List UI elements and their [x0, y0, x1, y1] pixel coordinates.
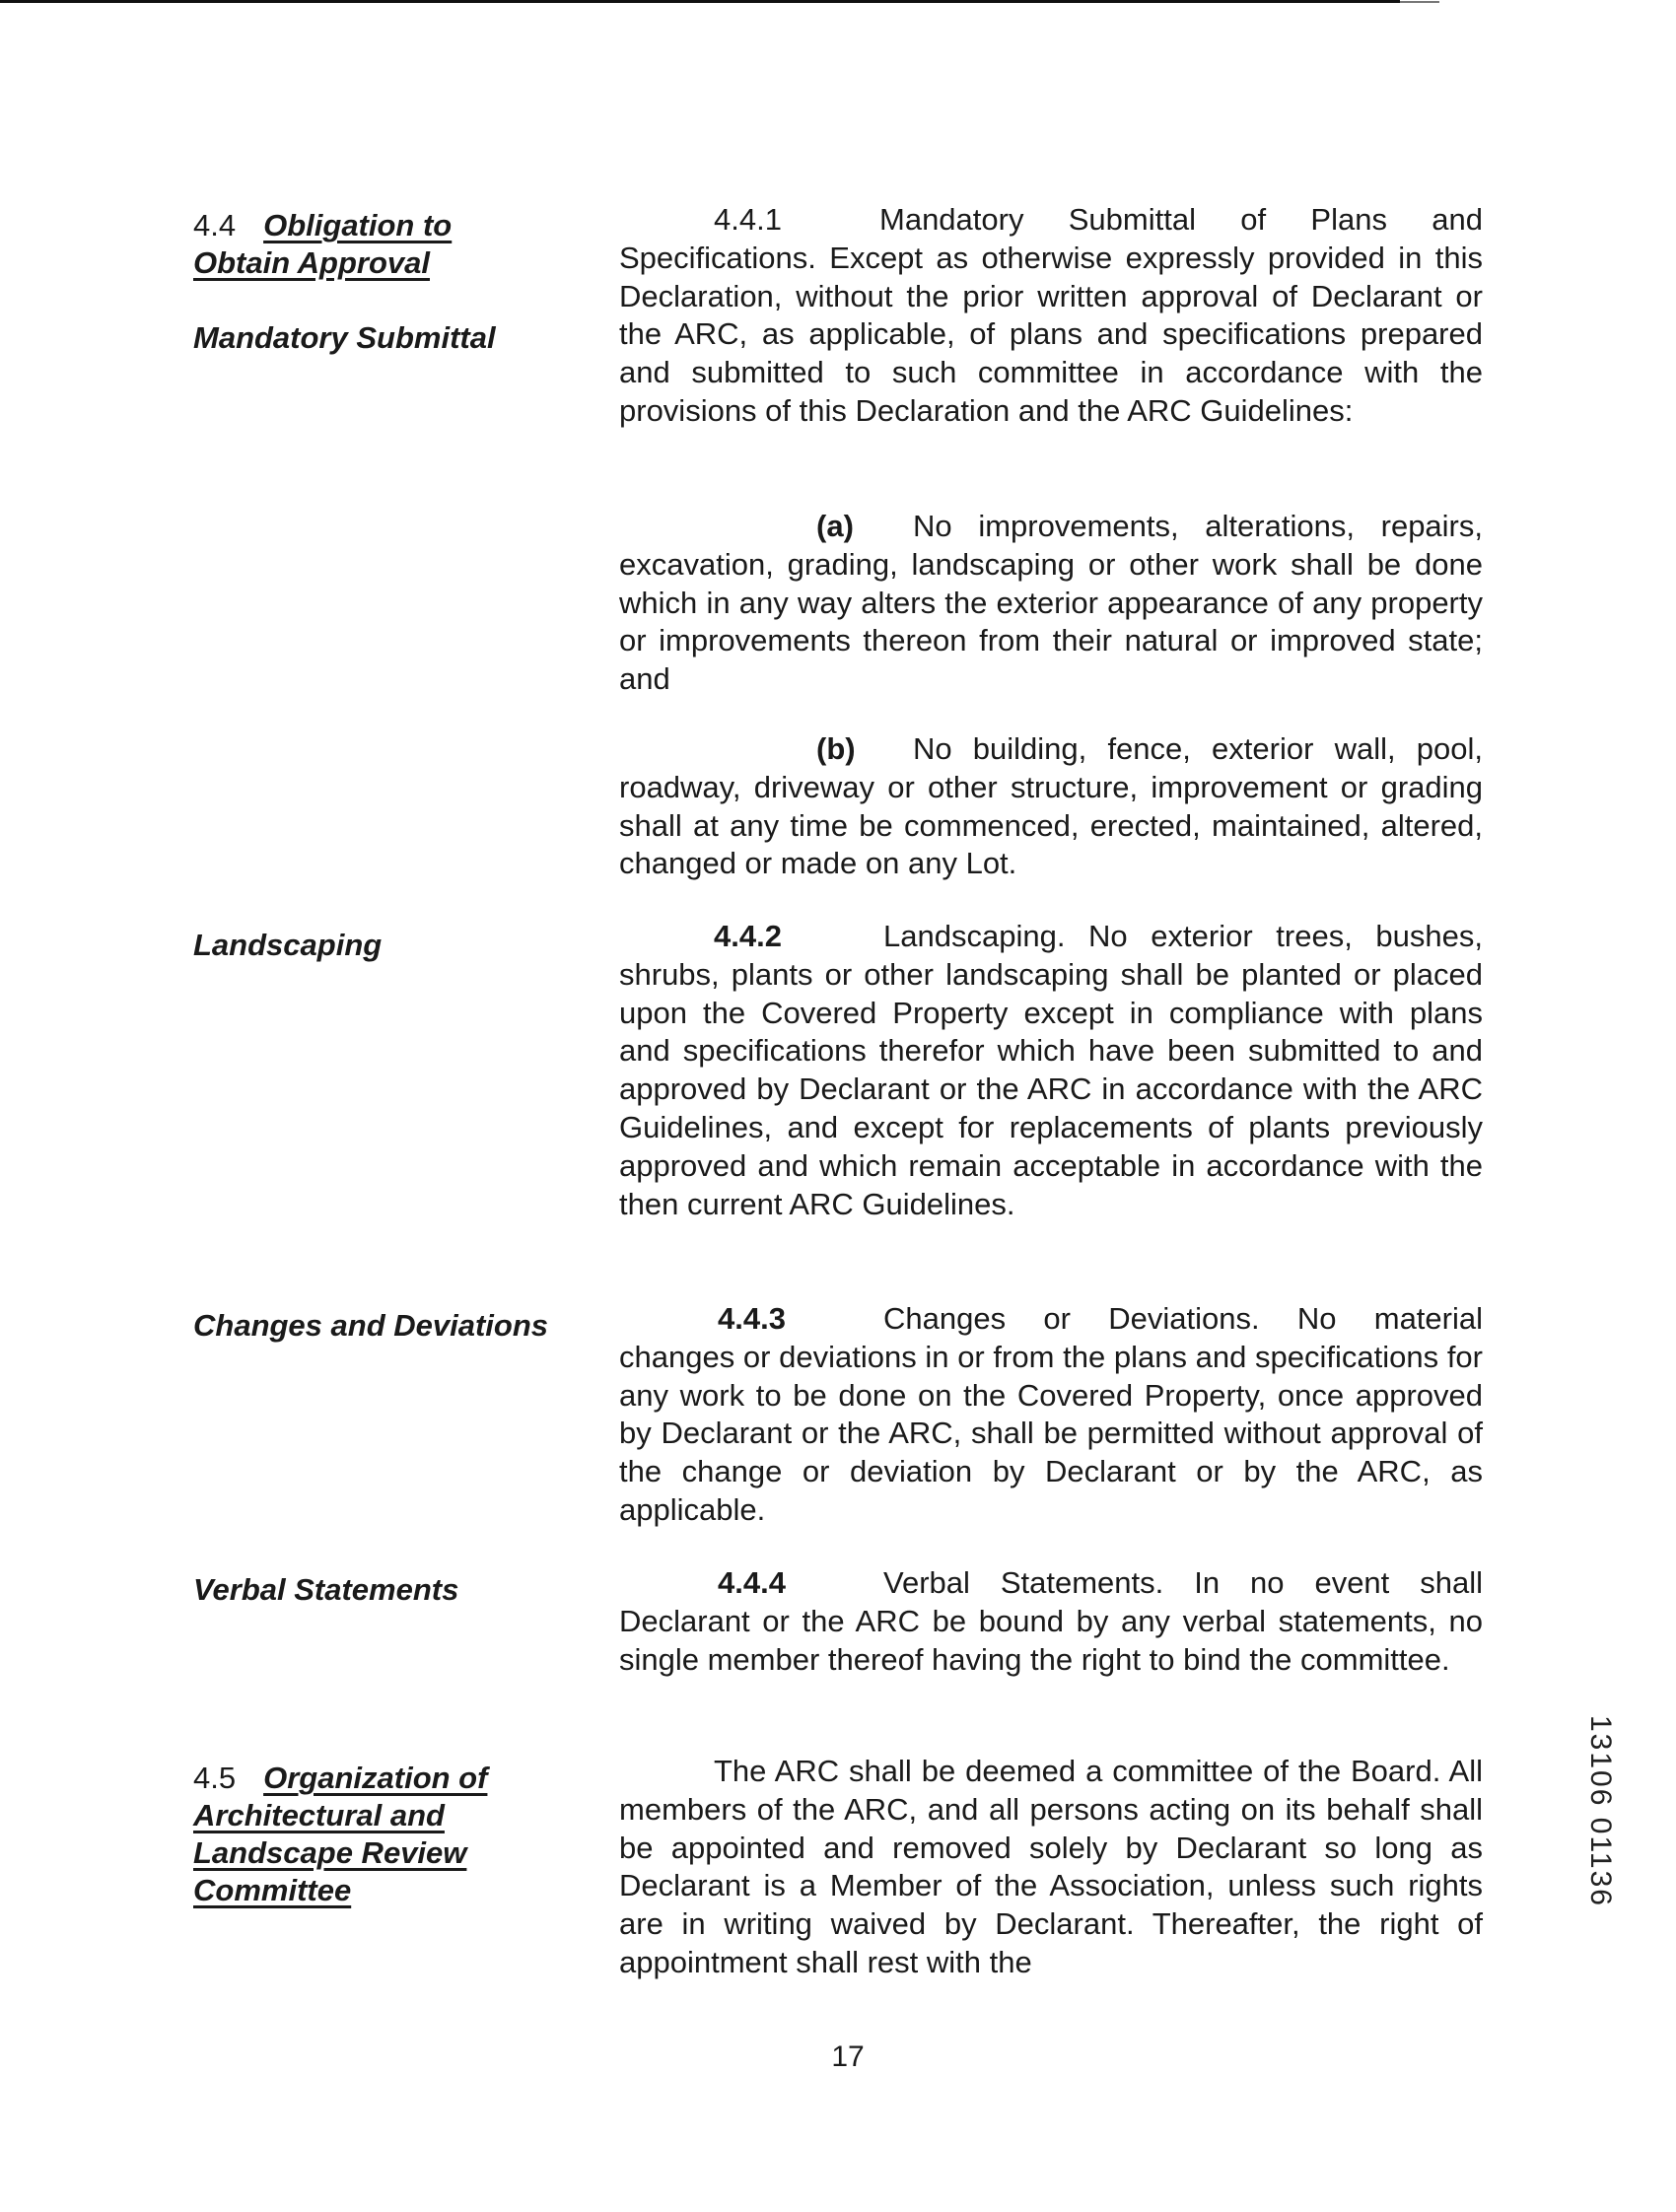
- paragraph-4-4-1-text: Mandatory Submittal of Plans and Specifications. Except as otherwise expressly provided in this Declaration, without the prior written approval of Declarant or the ARC, as applicable, of plans and specifications prepared and submitted to such committee in accordance with the provisions of this Declaration and the ARC Guidelines:: [619, 202, 1483, 428]
- paragraph-4-4-4: [619, 1564, 1483, 1679]
- item-b-label: (b): [816, 731, 856, 766]
- item-a-label: (a): [816, 509, 854, 543]
- paragraph-4-4-1-number: 4.4.1: [714, 202, 782, 237]
- paragraph-4-5: [619, 1753, 1483, 1982]
- heading-4-4-title-line1: Obligation to: [263, 208, 453, 242]
- sidenote-mandatory-submittal: Mandatory Submittal: [193, 320, 496, 355]
- top-edge-line-faint: [1400, 1, 1439, 3]
- paragraph-4-5-text: The ARC shall be deemed a committee of the Board. All members of the ARC, and all persons acting on its behalf shall be appointed and removed solely by Declarant so long as Declarant is a Member of the Association, unless such rights are in writing waived by Declarant. Thereafter, the right of appointment shall rest with the: [619, 1754, 1483, 1979]
- paragraph-item-a: [619, 508, 1483, 699]
- heading-4-4-title-line2: Obtain Approval: [193, 245, 430, 280]
- paragraph-4-4-3-number: 4.4.3: [718, 1301, 786, 1336]
- top-edge-line: [0, 0, 1400, 3]
- heading-4-5: [193, 1760, 487, 1909]
- heading-4-4-number: 4.4: [193, 208, 237, 242]
- sidenote-landscaping: Landscaping: [193, 928, 383, 962]
- sidenote-changes-deviations: Changes and Deviations: [193, 1308, 549, 1343]
- paragraph-4-4-2-text: Landscaping. No exterior trees, bushes, shrubs, plants or other landscaping shall be planted or placed upon the Covered Property except in compliance with plans and specifications therefor which have been submitted to and approved by Declarant or the ARC in accordance with the ARC Guidelines, and except for replacements of plants previously approved and which remain acceptable in accordance with the then current ARC Guidelines.: [619, 919, 1483, 1221]
- heading-4-5-title-line1: Organization of: [263, 1761, 488, 1795]
- paragraph-4-4-3-text: Changes or Deviations. No material changes or deviations in or from the plans and specifications for any work to be done on the Covered Property, once approved by Declarant or the ARC, shall be permitted without approval of the change or deviation by Declarant or by the ARC, as applicable.: [619, 1301, 1483, 1527]
- paragraph-4-4-3: [619, 1300, 1483, 1530]
- item-b-text: No building, fence, exterior wall, pool, roadway, driveway or other structure, improvement or grading shall at any time be commenced, erected, maintained, altered, changed or made on any Lot.: [619, 731, 1483, 881]
- heading-4-5-title-line3: Landscape Review: [193, 1835, 467, 1870]
- paragraph-item-b: [619, 730, 1483, 883]
- page-number: 17: [831, 2040, 865, 2073]
- heading-4-5-title-line2: Architectural and: [193, 1798, 445, 1832]
- item-a-text: No improvements, alterations, repairs, excavation, grading, landscaping or other work shall be done which in any way alters the exterior appearance of any property or improvements thereon from their natural or improved state; and: [619, 509, 1483, 697]
- paragraph-4-4-4-text: Verbal Statements. In no event shall Declarant or the ARC be bound by any verbal statements, no single member thereof having the right to bind the committee.: [619, 1565, 1483, 1677]
- sidenote-verbal-statements: Verbal Statements: [193, 1572, 459, 1607]
- paragraph-4-4-4-number: 4.4.4: [718, 1565, 786, 1600]
- paragraph-4-4-1: [619, 201, 1483, 431]
- paragraph-4-4-2: [619, 918, 1483, 1223]
- heading-4-4: [193, 207, 452, 282]
- recording-stamp: 13106 01136: [1584, 1715, 1617, 1907]
- heading-4-5-title-line4: Committee: [193, 1873, 352, 1907]
- paragraph-4-4-2-number: 4.4.2: [714, 919, 782, 953]
- heading-4-5-number: 4.5: [193, 1761, 237, 1795]
